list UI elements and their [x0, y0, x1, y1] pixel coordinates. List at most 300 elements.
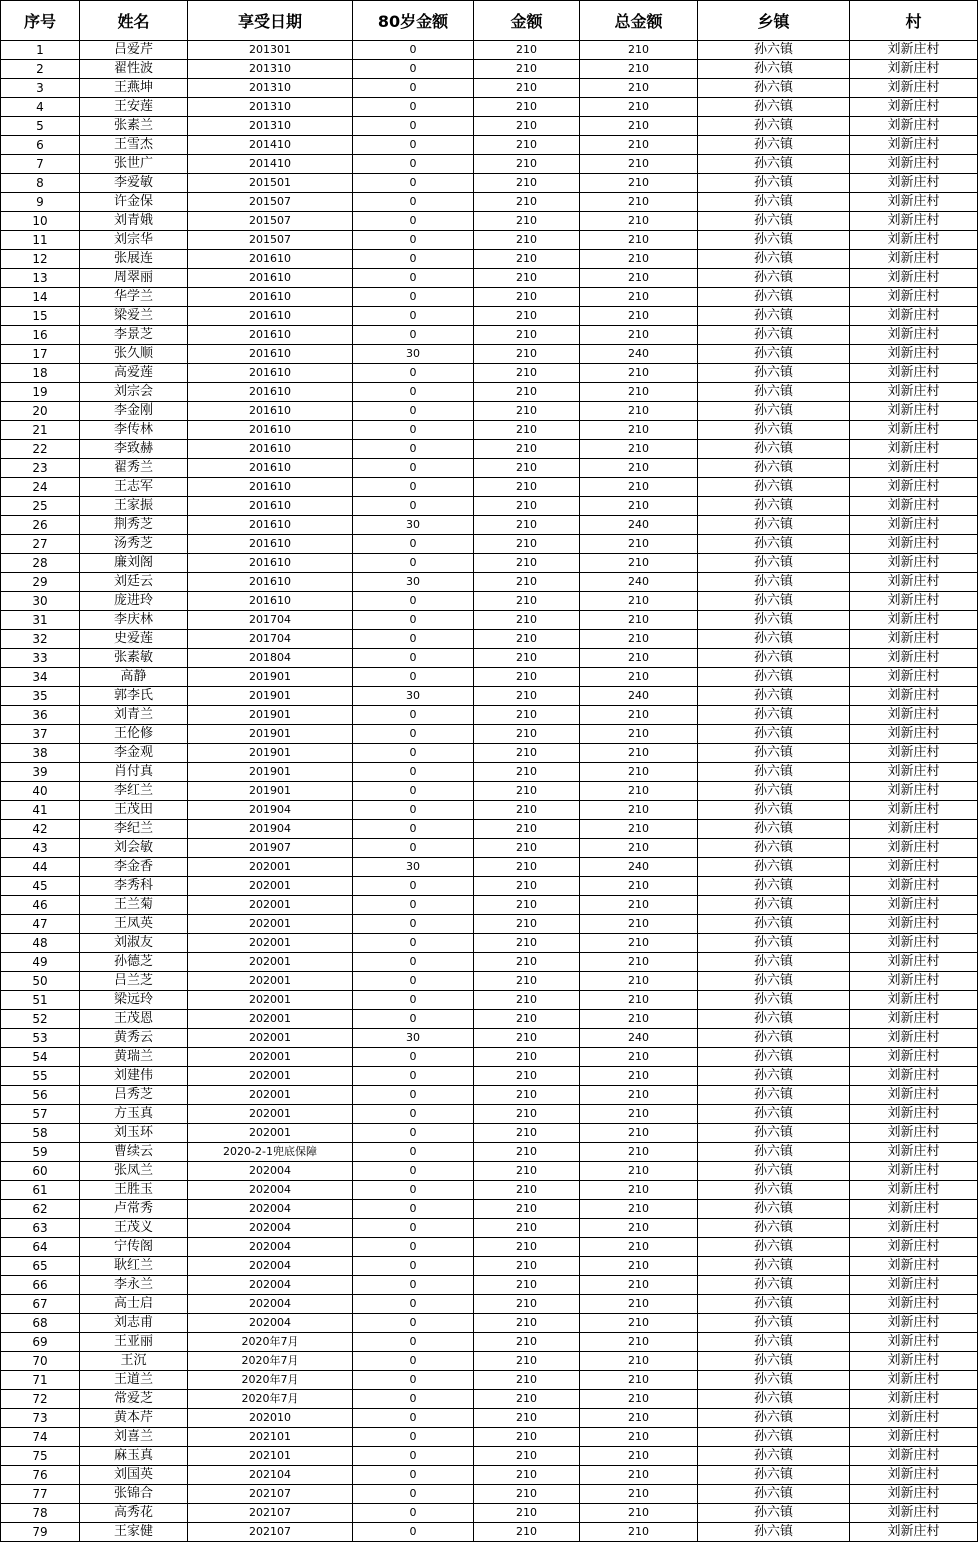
cell-index: 30 [1, 592, 80, 611]
cell-name: 梁远玲 [80, 991, 188, 1010]
cell-village: 刘新庄村 [850, 592, 978, 611]
cell-index: 76 [1, 1466, 80, 1485]
cell-total-amount: 210 [580, 592, 698, 611]
cell-town: 孙六镇 [698, 516, 850, 535]
cell-start-date: 201610 [188, 402, 353, 421]
cell-amount: 210 [474, 1390, 580, 1409]
cell-village: 刘新庄村 [850, 554, 978, 573]
cell-age80-amount: 0 [353, 402, 474, 421]
cell-name: 王伦修 [80, 725, 188, 744]
cell-age80-amount: 0 [353, 459, 474, 478]
cell-total-amount: 210 [580, 953, 698, 972]
cell-town: 孙六镇 [698, 687, 850, 706]
table-row [1, 1504, 978, 1523]
cell-age80-amount: 0 [353, 383, 474, 402]
cell-village: 刘新庄村 [850, 1371, 978, 1390]
cell-amount: 210 [474, 326, 580, 345]
cell-age80-amount: 0 [353, 307, 474, 326]
cell-amount: 210 [474, 440, 580, 459]
cell-index: 35 [1, 687, 80, 706]
cell-village: 刘新庄村 [850, 972, 978, 991]
cell-village: 刘新庄村 [850, 478, 978, 497]
cell-age80-amount: 0 [353, 421, 474, 440]
cell-name: 刘会敏 [80, 839, 188, 858]
cell-total-amount: 210 [580, 136, 698, 155]
cell-name: 方玉真 [80, 1105, 188, 1124]
cell-total-amount: 210 [580, 497, 698, 516]
cell-index: 46 [1, 896, 80, 915]
cell-amount: 210 [474, 1238, 580, 1257]
cell-village: 刘新庄村 [850, 421, 978, 440]
cell-index: 6 [1, 136, 80, 155]
cell-total-amount: 210 [580, 231, 698, 250]
cell-start-date: 202004 [188, 1257, 353, 1276]
cell-age80-amount: 0 [353, 1105, 474, 1124]
cell-total-amount: 210 [580, 440, 698, 459]
table-row [1, 877, 978, 896]
table-row [1, 1447, 978, 1466]
cell-start-date: 201901 [188, 763, 353, 782]
cell-age80-amount: 0 [353, 1295, 474, 1314]
cell-amount: 210 [474, 592, 580, 611]
cell-name: 孙德芝 [80, 953, 188, 972]
cell-start-date: 2020年7月 [188, 1390, 353, 1409]
cell-amount: 210 [474, 611, 580, 630]
cell-amount: 210 [474, 1219, 580, 1238]
cell-village: 刘新庄村 [850, 1048, 978, 1067]
cell-town: 孙六镇 [698, 364, 850, 383]
cell-name: 许金保 [80, 193, 188, 212]
cell-start-date: 201804 [188, 649, 353, 668]
cell-start-date: 201610 [188, 516, 353, 535]
cell-amount: 210 [474, 1010, 580, 1029]
cell-town: 孙六镇 [698, 744, 850, 763]
cell-index: 51 [1, 991, 80, 1010]
cell-age80-amount: 0 [353, 1314, 474, 1333]
cell-town: 孙六镇 [698, 1314, 850, 1333]
table-row [1, 1143, 978, 1162]
table-row [1, 478, 978, 497]
cell-town: 孙六镇 [698, 307, 850, 326]
cell-town: 孙六镇 [698, 1143, 850, 1162]
table-row [1, 839, 978, 858]
cell-amount: 210 [474, 212, 580, 231]
cell-name: 耿红兰 [80, 1257, 188, 1276]
cell-amount: 210 [474, 155, 580, 174]
cell-total-amount: 240 [580, 858, 698, 877]
cell-village: 刘新庄村 [850, 383, 978, 402]
header-amount: 金额 [474, 1, 580, 41]
table-row [1, 649, 978, 668]
cell-start-date: 202104 [188, 1466, 353, 1485]
cell-age80-amount: 0 [353, 668, 474, 687]
cell-name: 李庆林 [80, 611, 188, 630]
cell-start-date: 201610 [188, 592, 353, 611]
cell-amount: 210 [474, 250, 580, 269]
cell-total-amount: 210 [580, 1048, 698, 1067]
cell-start-date: 202001 [188, 1086, 353, 1105]
cell-index: 47 [1, 915, 80, 934]
cell-total-amount: 210 [580, 41, 698, 60]
cell-amount: 210 [474, 1447, 580, 1466]
cell-total-amount: 210 [580, 1485, 698, 1504]
cell-index: 7 [1, 155, 80, 174]
table-row [1, 1276, 978, 1295]
cell-index: 42 [1, 820, 80, 839]
cell-total-amount: 210 [580, 991, 698, 1010]
cell-village: 刘新庄村 [850, 1219, 978, 1238]
cell-total-amount: 210 [580, 155, 698, 174]
cell-total-amount: 210 [580, 1124, 698, 1143]
cell-name: 张锦合 [80, 1485, 188, 1504]
cell-age80-amount: 0 [353, 1162, 474, 1181]
table-row [1, 1200, 978, 1219]
cell-amount: 210 [474, 535, 580, 554]
cell-total-amount: 210 [580, 326, 698, 345]
cell-name: 麻玉真 [80, 1447, 188, 1466]
table-row [1, 1029, 978, 1048]
cell-total-amount: 210 [580, 288, 698, 307]
cell-age80-amount: 0 [353, 174, 474, 193]
cell-amount: 210 [474, 231, 580, 250]
cell-age80-amount: 0 [353, 1352, 474, 1371]
cell-index: 45 [1, 877, 80, 896]
table-row [1, 554, 978, 573]
cell-start-date: 202001 [188, 915, 353, 934]
cell-amount: 210 [474, 744, 580, 763]
cell-town: 孙六镇 [698, 1390, 850, 1409]
cell-town: 孙六镇 [698, 1409, 850, 1428]
cell-total-amount: 210 [580, 174, 698, 193]
cell-index: 27 [1, 535, 80, 554]
cell-index: 53 [1, 1029, 80, 1048]
cell-name: 高爱莲 [80, 364, 188, 383]
table-row [1, 687, 978, 706]
cell-age80-amount: 0 [353, 630, 474, 649]
cell-total-amount: 210 [580, 630, 698, 649]
cell-index: 40 [1, 782, 80, 801]
table-row [1, 174, 978, 193]
cell-name: 张展连 [80, 250, 188, 269]
cell-town: 孙六镇 [698, 896, 850, 915]
table-row [1, 1257, 978, 1276]
cell-amount: 210 [474, 649, 580, 668]
cell-index: 19 [1, 383, 80, 402]
cell-total-amount: 210 [580, 1371, 698, 1390]
table-row [1, 193, 978, 212]
cell-start-date: 202004 [188, 1238, 353, 1257]
cell-age80-amount: 0 [353, 155, 474, 174]
cell-start-date: 202107 [188, 1523, 353, 1542]
cell-start-date: 201904 [188, 801, 353, 820]
cell-name: 吕秀芝 [80, 1086, 188, 1105]
cell-amount: 210 [474, 1371, 580, 1390]
cell-village: 刘新庄村 [850, 41, 978, 60]
cell-age80-amount: 0 [353, 1485, 474, 1504]
cell-village: 刘新庄村 [850, 1029, 978, 1048]
cell-village: 刘新庄村 [850, 1067, 978, 1086]
cell-age80-amount: 0 [353, 1181, 474, 1200]
cell-amount: 210 [474, 364, 580, 383]
cell-index: 61 [1, 1181, 80, 1200]
cell-name: 刘玉环 [80, 1124, 188, 1143]
cell-start-date: 201901 [188, 782, 353, 801]
cell-village: 刘新庄村 [850, 877, 978, 896]
cell-name: 刘建伟 [80, 1067, 188, 1086]
cell-town: 孙六镇 [698, 1447, 850, 1466]
table-row [1, 858, 978, 877]
table-row [1, 1523, 978, 1542]
cell-age80-amount: 0 [353, 972, 474, 991]
cell-town: 孙六镇 [698, 155, 850, 174]
table-row [1, 1390, 978, 1409]
cell-town: 孙六镇 [698, 763, 850, 782]
cell-start-date: 201610 [188, 497, 353, 516]
cell-total-amount: 210 [580, 1276, 698, 1295]
cell-index: 39 [1, 763, 80, 782]
cell-age80-amount: 30 [353, 345, 474, 364]
cell-amount: 210 [474, 459, 580, 478]
cell-index: 33 [1, 649, 80, 668]
cell-village: 刘新庄村 [850, 896, 978, 915]
cell-start-date: 201610 [188, 326, 353, 345]
cell-age80-amount: 0 [353, 1238, 474, 1257]
cell-start-date: 202001 [188, 896, 353, 915]
cell-index: 55 [1, 1067, 80, 1086]
table-row [1, 1181, 978, 1200]
table-row [1, 345, 978, 364]
cell-total-amount: 210 [580, 1314, 698, 1333]
cell-total-amount: 210 [580, 1086, 698, 1105]
cell-amount: 210 [474, 782, 580, 801]
cell-town: 孙六镇 [698, 98, 850, 117]
cell-name: 黄秀云 [80, 1029, 188, 1048]
header-row [1, 1, 978, 41]
cell-age80-amount: 0 [353, 706, 474, 725]
cell-town: 孙六镇 [698, 630, 850, 649]
cell-index: 43 [1, 839, 80, 858]
table-row [1, 1352, 978, 1371]
cell-index: 20 [1, 402, 80, 421]
cell-start-date: 201610 [188, 440, 353, 459]
cell-amount: 210 [474, 801, 580, 820]
cell-amount: 210 [474, 668, 580, 687]
cell-age80-amount: 0 [353, 649, 474, 668]
cell-age80-amount: 0 [353, 497, 474, 516]
cell-amount: 210 [474, 402, 580, 421]
cell-amount: 210 [474, 991, 580, 1010]
cell-start-date: 201610 [188, 459, 353, 478]
cell-age80-amount: 0 [353, 1447, 474, 1466]
cell-amount: 210 [474, 1181, 580, 1200]
cell-age80-amount: 0 [353, 839, 474, 858]
cell-index: 21 [1, 421, 80, 440]
cell-town: 孙六镇 [698, 592, 850, 611]
cell-name: 刘宗华 [80, 231, 188, 250]
cell-age80-amount: 0 [353, 1276, 474, 1295]
cell-name: 王亚丽 [80, 1333, 188, 1352]
cell-village: 刘新庄村 [850, 991, 978, 1010]
cell-town: 孙六镇 [698, 649, 850, 668]
cell-start-date: 201610 [188, 421, 353, 440]
cell-name: 肖付真 [80, 763, 188, 782]
cell-town: 孙六镇 [698, 288, 850, 307]
table-row [1, 497, 978, 516]
table-row [1, 421, 978, 440]
cell-age80-amount: 0 [353, 1010, 474, 1029]
cell-amount: 210 [474, 478, 580, 497]
cell-index: 31 [1, 611, 80, 630]
cell-start-date: 202001 [188, 1010, 353, 1029]
table-row [1, 1086, 978, 1105]
table-row [1, 535, 978, 554]
cell-village: 刘新庄村 [850, 820, 978, 839]
cell-village: 刘新庄村 [850, 79, 978, 98]
cell-total-amount: 210 [580, 611, 698, 630]
cell-village: 刘新庄村 [850, 1390, 978, 1409]
cell-town: 孙六镇 [698, 1162, 850, 1181]
cell-total-amount: 210 [580, 364, 698, 383]
cell-total-amount: 210 [580, 934, 698, 953]
cell-start-date: 202001 [188, 1067, 353, 1086]
cell-total-amount: 210 [580, 1390, 698, 1409]
cell-total-amount: 240 [580, 1029, 698, 1048]
cell-amount: 210 [474, 1466, 580, 1485]
cell-town: 孙六镇 [698, 934, 850, 953]
cell-name: 刘国英 [80, 1466, 188, 1485]
cell-age80-amount: 0 [353, 440, 474, 459]
cell-age80-amount: 0 [353, 41, 474, 60]
cell-village: 刘新庄村 [850, 1295, 978, 1314]
cell-village: 刘新庄村 [850, 1143, 978, 1162]
cell-start-date: 201907 [188, 839, 353, 858]
cell-index: 67 [1, 1295, 80, 1314]
cell-age80-amount: 0 [353, 953, 474, 972]
cell-age80-amount: 0 [353, 896, 474, 915]
cell-village: 刘新庄村 [850, 1124, 978, 1143]
cell-amount: 210 [474, 98, 580, 117]
cell-amount: 210 [474, 934, 580, 953]
cell-town: 孙六镇 [698, 1010, 850, 1029]
table-row [1, 1314, 978, 1333]
cell-age80-amount: 0 [353, 763, 474, 782]
cell-start-date: 201610 [188, 554, 353, 573]
cell-amount: 210 [474, 1048, 580, 1067]
cell-name: 吕爱芹 [80, 41, 188, 60]
cell-amount: 210 [474, 1124, 580, 1143]
cell-index: 73 [1, 1409, 80, 1428]
cell-town: 孙六镇 [698, 1257, 850, 1276]
cell-amount: 210 [474, 725, 580, 744]
cell-index: 2 [1, 60, 80, 79]
cell-amount: 210 [474, 1409, 580, 1428]
cell-index: 12 [1, 250, 80, 269]
cell-index: 66 [1, 1276, 80, 1295]
cell-town: 孙六镇 [698, 1238, 850, 1257]
cell-index: 70 [1, 1352, 80, 1371]
cell-amount: 210 [474, 1295, 580, 1314]
table-row [1, 1124, 978, 1143]
cell-start-date: 202004 [188, 1200, 353, 1219]
cell-village: 刘新庄村 [850, 231, 978, 250]
cell-index: 57 [1, 1105, 80, 1124]
cell-name: 王沉 [80, 1352, 188, 1371]
cell-total-amount: 210 [580, 801, 698, 820]
cell-age80-amount: 0 [353, 1143, 474, 1162]
cell-amount: 210 [474, 1428, 580, 1447]
table-row [1, 383, 978, 402]
cell-name: 李金刚 [80, 402, 188, 421]
cell-town: 孙六镇 [698, 402, 850, 421]
cell-age80-amount: 0 [353, 1390, 474, 1409]
table-row [1, 41, 978, 60]
cell-index: 52 [1, 1010, 80, 1029]
cell-village: 刘新庄村 [850, 1409, 978, 1428]
cell-index: 68 [1, 1314, 80, 1333]
cell-name: 卢常秀 [80, 1200, 188, 1219]
cell-start-date: 202004 [188, 1162, 353, 1181]
cell-start-date: 202004 [188, 1181, 353, 1200]
header-start-date: 享受日期 [188, 1, 353, 41]
cell-amount: 210 [474, 1485, 580, 1504]
table-row [1, 630, 978, 649]
cell-start-date: 2020-2-1兜底保障 [188, 1143, 353, 1162]
cell-age80-amount: 0 [353, 136, 474, 155]
cell-age80-amount: 0 [353, 1200, 474, 1219]
table-row [1, 592, 978, 611]
cell-amount: 210 [474, 820, 580, 839]
cell-town: 孙六镇 [698, 1105, 850, 1124]
cell-village: 刘新庄村 [850, 117, 978, 136]
cell-total-amount: 210 [580, 668, 698, 687]
table-row [1, 1333, 978, 1352]
cell-total-amount: 210 [580, 60, 698, 79]
cell-start-date: 202001 [188, 1029, 353, 1048]
cell-name: 黄本芹 [80, 1409, 188, 1428]
table-row [1, 1466, 978, 1485]
cell-start-date: 201310 [188, 60, 353, 79]
cell-start-date: 201301 [188, 41, 353, 60]
cell-total-amount: 210 [580, 307, 698, 326]
cell-total-amount: 210 [580, 1067, 698, 1086]
cell-age80-amount: 30 [353, 573, 474, 592]
header-age80-amount: 80岁金额 [353, 1, 474, 41]
cell-index: 62 [1, 1200, 80, 1219]
cell-village: 刘新庄村 [850, 345, 978, 364]
cell-start-date: 202004 [188, 1219, 353, 1238]
cell-index: 28 [1, 554, 80, 573]
cell-start-date: 201410 [188, 136, 353, 155]
cell-index: 34 [1, 668, 80, 687]
cell-total-amount: 210 [580, 421, 698, 440]
cell-amount: 210 [474, 117, 580, 136]
cell-total-amount: 210 [580, 79, 698, 98]
table-row [1, 1409, 978, 1428]
cell-name: 王兰菊 [80, 896, 188, 915]
cell-village: 刘新庄村 [850, 858, 978, 877]
cell-amount: 210 [474, 915, 580, 934]
cell-name: 刘宗会 [80, 383, 188, 402]
cell-total-amount: 240 [580, 687, 698, 706]
cell-start-date: 201904 [188, 820, 353, 839]
cell-index: 17 [1, 345, 80, 364]
table-row [1, 953, 978, 972]
table-row [1, 706, 978, 725]
table-row [1, 991, 978, 1010]
cell-start-date: 201901 [188, 706, 353, 725]
table-row [1, 1238, 978, 1257]
cell-total-amount: 210 [580, 1447, 698, 1466]
